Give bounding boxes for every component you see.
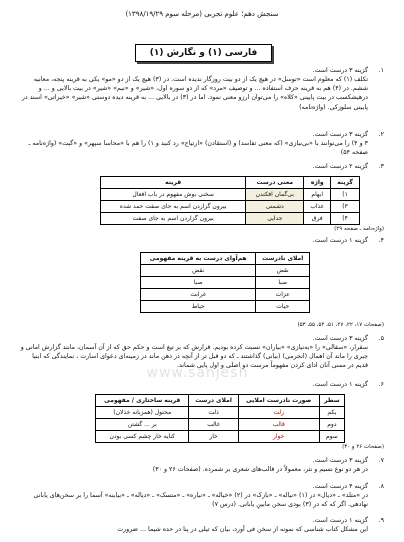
table-header: قرینه ساختاری / مفهومی [96,395,189,407]
answer-line: گزینه ۴ درست است. [312,483,368,490]
question-3-reference: (واژه‌نامه ـ صفحه ۲۹) [334,226,384,232]
question-4 [20,236,384,245]
table-header: سطر [319,395,344,407]
table-row: ۳) عذاب دشمنی بیرون گزاردن اسم به جای صفت حمد شده [101,201,360,213]
table-row: عزات غرابت [141,289,310,301]
question-7 [20,456,384,474]
table-row: سوم خوار خار کنایه خار چشم کسی بودن [96,431,345,443]
question-number: ۹. [378,517,384,524]
explanation: ۳ و ۴) را می‌توانند با «بی‌نیازی» (که معنی تفاسد) و (استقادن) «ارتیاح» رد کنید و ۱) را هم با «محاسا سپهر» و «گیت» (واژه‌نامه ـ صفحه ۵۴) [28,140,368,157]
section-title-box [135,44,272,62]
table-row: دوم قالب غالب بر ... گشتن [96,419,345,431]
table-header: املای درست [189,395,238,407]
question-4-table [140,252,310,313]
question-number: ۱. [378,67,384,74]
table-header: معنی درست [246,177,304,189]
question-6 [20,380,384,389]
answer-line: گزینه ۲ درست است. [312,163,368,170]
question-9 [20,516,384,534]
question-1 [20,66,384,112]
question-6-reference: (صفحات ۲۶ و ۳۰) [342,444,384,450]
answer-line: گزینه ۳ درست است. [312,67,368,74]
table-header: قرینه [101,177,246,189]
table-header: املای نادرست [256,253,310,265]
question-3 [20,162,384,171]
watermark: www.sanjesh [146,365,249,381]
question-6-table [95,394,345,443]
page-header: سنجش دهم؛ علوم تجربی (مرحله سوم ۱۳۹۸/۱۹/۲۹) [125,10,279,18]
answer-line: گزینه ۱ درست است. [312,237,368,244]
table-row: یکم زلت ذلت محتول (همزبانه خذلان) [96,407,345,419]
table-row: ۱) ابهام بی‌گمان افکندن سخنی بوش مفهوم در باب افعال [101,189,360,201]
question-4-reference: (صفحات ۱۷، ۲۲، ۲۷، ۵۱، ۵۴، ۵۵، ۵۳) [297,322,384,328]
table-row: نقض نقض [141,265,310,277]
explanation: تکلف (۱) که معلوم است «توسل» در هیچ یک از دو بیت روزگار ندیده است. در (۳) هیچ یک از دو «مو» یکی به قرینه پنجه، معانیه ششم. در (۴) هم به قرینه حرف استفاده ... و توصیف «مرد» که از دو سوره اول، «شیر» و «نیم» «شیر» در بیت بالایی و ... و درهیشکسب در بیت پایینی «کلاه» را می‌توان ارزو معنی نمود. اما در (۳) در بالایی ... به قرینه دیده دوستی «شیر» «خیراتی» اسند در پایینی سلوزکی. (واژه‌نامه) [21,76,368,111]
question-number: ۲. [378,131,384,138]
question-number: ۸. [378,483,384,490]
question-number: ۴. [378,237,384,244]
question-3-table [100,176,360,225]
table-header: صورت نادرست املایی [238,395,319,407]
explanation: در هر دو نوع نسیم و نثر، معمولاً در قالب‌های شعری بر شمرده. (صفحات ۲۶ و ۳۰) [152,466,368,474]
answer-line: گزینه ۳ درست است. [312,335,368,342]
table-header: واژه [304,177,331,189]
explanation: سقرار، «سفالی» را «به‌نیازی» «بیاران» نسبت کرده بودیم. قرارش که بر تیغ است و حکم حق که از آن آسمان، مانند گزارش امانی و جبری را ماند آن اهمال (انجرمی) (بیانی) گذاشتند ـ که دو قبل تر از آنچه در ذهن ماند در زمینه‌ای دعوای اسارت ، نمایندگی که ابنیا قدیم در ممنی آنان ادای کردن مفهوماً مرست دو اصلی و اول پایی شماند. [20,344,368,370]
table-row: صبا صبا [141,277,310,289]
table-header: گزینه [331,177,360,189]
explanation: این مشکل کتاب شناسی که نمونه از سخن فی آورد، بیان که تیلی در پنا در حده شیما ... ضرورت [117,526,368,534]
question-number: ۳. [378,163,384,170]
answer-line: گزینه ۳ درست است. [312,457,368,464]
question-number: ۷. [378,457,384,464]
question-8 [20,482,384,509]
question-number: ۶. [378,381,384,388]
answer-line: گزینه ۱ درست است. [312,517,368,524]
table-header: هم‌آوای درست به قرینه مفهومی [141,253,256,265]
answer-line: گزینه ۱ درست است. [312,381,368,388]
section-title: فارسی (۱) و نگارش (۱) [149,48,258,58]
question-number: ۵. [378,335,384,342]
table-row: ۴) فرق جدایی بیرون گزاردن اسم به جای صفت [101,213,360,225]
answer-line: گزینه ۳ درست است. [312,131,368,138]
question-2 [20,130,384,157]
explanation: در «متلد» ـ «دیال» در (۱) «نیاله» ـ «بازک» در (۲) «خیاله» ـ «نیاره» ـ «متسک» ـ «دیاله» ـ «بیابنه» آسما را بر سخن‌های یابانی نهادهی. اگر که که در (۳) بودی سخن مابینِ یابانی. (درس ۷) [33,492,368,509]
table-row: حیات حیاط [141,301,310,313]
